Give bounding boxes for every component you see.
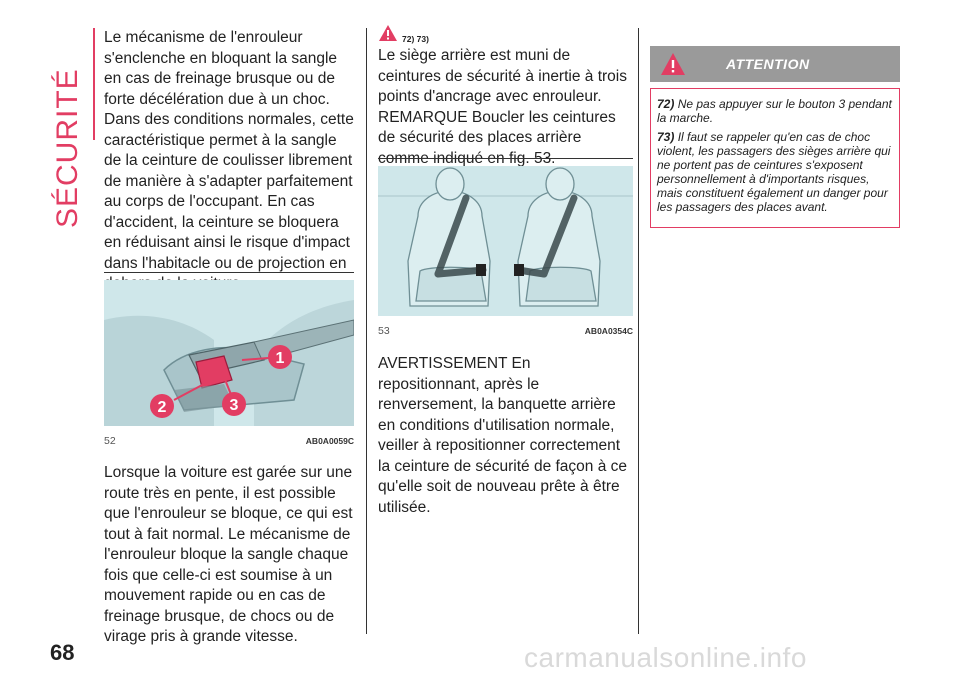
attention-item: 73) Il faut se rappeler qu'en cas de choc violent, les passagers des sièges arrière qui ne portent pas de ceintures s'exposent personnellement à d'importants risques, mais constituent également un danger pour les passagers des places avant. xyxy=(657,130,891,214)
watermark: carmanualsonline.info xyxy=(524,642,807,673)
attention-body xyxy=(650,88,900,228)
svg-text:3: 3 xyxy=(229,397,239,414)
figure-code: AB0A0354C xyxy=(584,326,633,336)
rear-seatbelt-illustration xyxy=(378,166,633,316)
paragraph-retractor: Le mécanisme de l'enrouleur s'enclenche en bloquant la sangle en cas de freinage brusque ou de forte décélération due à un choc. Dans des conditions normales, cette caractéristique permet à la sangle de la ceinture de coulisser librement de manière à s'adapter parfaitement au corps de l'occupant. En cas d'accident, la ceinture se bloquera en réduisant ainsi le risque d'impact dans l'habitacle ou de projection en xyxy=(104,29,354,272)
svg-text:2: 2 xyxy=(157,399,167,416)
attention-box xyxy=(650,46,900,228)
figure-53 xyxy=(378,158,633,339)
warning-triangle-icon xyxy=(660,52,686,76)
column-divider xyxy=(366,28,367,634)
figure-52 xyxy=(104,272,354,449)
section-title: SÉCURITÉ xyxy=(51,68,84,228)
attention-item: 72) Ne pas appuyer sur le bouton 3 pendant la marche. xyxy=(657,97,892,125)
paragraph-rear-seat: Le siège arrière est muni de ceintures de sécurité à inertie à trois points d'ancrage avec enrouleur. REMARQUE Boucler les ceintures de sécurité des places arrière comme indiqué en fig. 53. xyxy=(378,47,627,167)
retractor-illustration xyxy=(104,280,354,426)
attention-header xyxy=(650,46,900,82)
figure-caption xyxy=(378,323,633,339)
warning-triangle-icon xyxy=(378,24,398,42)
figure-number: 53 xyxy=(378,325,390,337)
svg-text:1: 1 xyxy=(275,350,285,367)
paragraph-warning-reposition: AVERTISSEMENT En repositionnant, après le renversement, la banquette arrière en conditions d'utilisation normale, veiller à repositionner correctement la ceinture de sécurité de façon à ce qu'elle soit de nouveau prête à être utilisée. xyxy=(378,355,628,516)
column-divider xyxy=(638,28,639,634)
attention-title: ATTENTION xyxy=(726,56,810,72)
section-rule xyxy=(93,28,95,140)
figure-code: AB0A0059C xyxy=(305,436,354,446)
page-number: 68 xyxy=(50,640,75,665)
figure-number: 52 xyxy=(104,435,116,447)
paragraph-slope: Lorsque la voiture est garée sur une route très en pente, il est possible que l'enrouleur se bloque, ce qui est tout à fait normal. Le mécanisme de l'enrouleur bloque la sangle chaque fois que celle-ci est soumise à un mouvement rapide ou en cas de freinage brusque, de chocs ou de virage pris à grande vitesse. xyxy=(104,464,353,645)
figure-caption xyxy=(104,433,354,449)
